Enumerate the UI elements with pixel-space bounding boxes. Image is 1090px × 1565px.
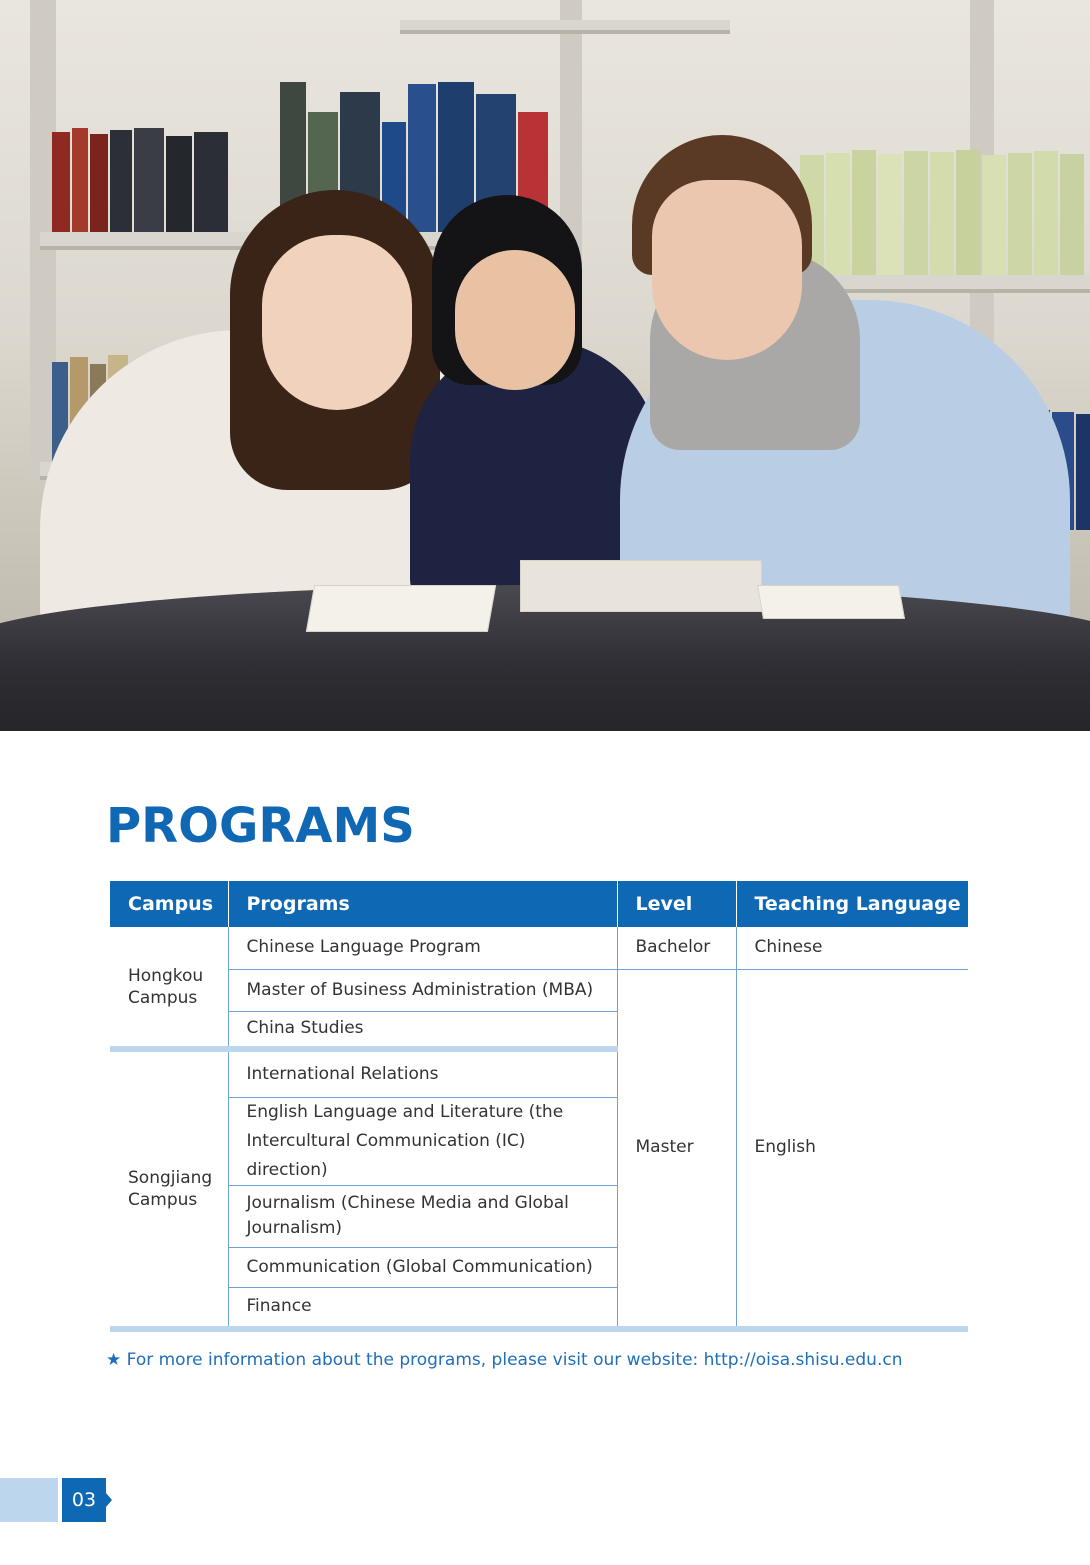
open-book bbox=[757, 585, 905, 619]
level-bachelor: Bachelor bbox=[617, 927, 736, 969]
program-cell: International Relations bbox=[228, 1049, 617, 1097]
table-header-row bbox=[110, 881, 968, 927]
program-cell: Communication (Global Communication) bbox=[228, 1247, 617, 1287]
program-cell: Journalism (Chinese Media and Global Journalism) bbox=[228, 1185, 617, 1247]
language-english: English bbox=[736, 969, 968, 1329]
header-teaching-language: Teaching Language bbox=[736, 881, 968, 927]
page-number: 03 bbox=[62, 1478, 106, 1522]
header-level: Level bbox=[617, 881, 736, 927]
table-row bbox=[110, 927, 968, 969]
program-cell: Chinese Language Program bbox=[228, 927, 617, 969]
book-row bbox=[800, 150, 1086, 275]
student-right-face bbox=[652, 180, 802, 360]
page-tab-bar bbox=[0, 1478, 58, 1522]
book-row bbox=[52, 128, 230, 232]
campus-songjiang: Songjiang Campus bbox=[110, 1049, 228, 1329]
header-campus: Campus bbox=[110, 881, 228, 927]
programs-table bbox=[110, 881, 968, 1332]
table-row bbox=[110, 969, 968, 1011]
header-programs: Programs bbox=[228, 881, 617, 927]
campus-hongkou: Hongkou Campus bbox=[128, 965, 204, 1008]
program-cell: English Language and Literature (the Intercultural Communication (IC) direction) bbox=[228, 1097, 617, 1185]
language-chinese: Chinese bbox=[736, 927, 968, 969]
bookshelf bbox=[400, 20, 730, 34]
open-book bbox=[306, 585, 496, 632]
website-note: ★ For more information about the programs, please visit our website: http://oisa.shisu.edu.cn bbox=[106, 1350, 903, 1370]
student-middle-face bbox=[455, 250, 575, 390]
hero-photo bbox=[0, 0, 1090, 731]
page-arrow-icon bbox=[106, 1493, 112, 1507]
book-stack bbox=[520, 560, 762, 612]
program-cell: China Studies bbox=[228, 1011, 617, 1049]
program-cell: Finance bbox=[228, 1287, 617, 1329]
page-title: PROGRAMS bbox=[106, 798, 415, 854]
level-master: Master bbox=[617, 969, 736, 1329]
program-cell: Master of Business Administration (MBA) bbox=[228, 969, 617, 1011]
student-left-face bbox=[262, 235, 412, 410]
